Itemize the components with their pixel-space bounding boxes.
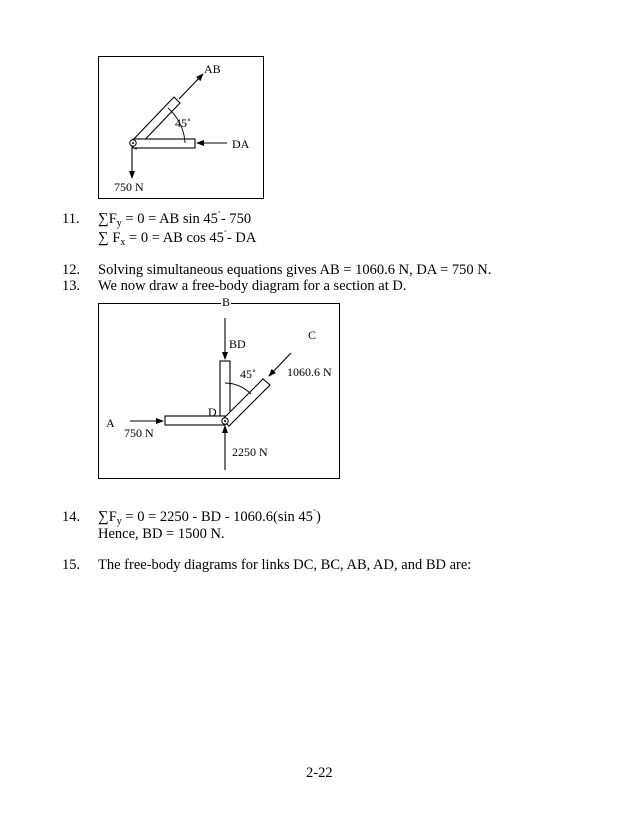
step-11-equation-1 [98,212,251,227]
step-14-equation [98,510,321,525]
step-12-number: 12. [62,262,81,278]
load-label: 750 N [114,180,144,194]
step-11-equation-2 [98,231,256,246]
eq2-deg: ˚ [223,229,227,239]
eq1-lhs: F [108,211,117,227]
step-14-number: 14. [62,509,81,525]
force-ab-arrow [179,74,203,99]
step-15-number: 15. [62,557,81,573]
eq-rhs-b: ) [315,509,321,525]
eq1-deg: ˚ [217,210,221,220]
eq2-rhs-b: - DA [226,230,257,246]
bd-label: BD [229,337,246,351]
step-15-text: The free-body diagrams for links DC, BC, AB, AD, and BD are: [98,557,472,573]
eq2-rhs-a: = 0 = AB cos 45 [129,230,224,246]
eq2-lhs: F [112,230,121,246]
force-a-label: 750 N [124,426,154,440]
step-11-number: 11. [62,211,80,227]
eq1-sub: y [116,218,122,229]
figure-2-drawing [99,304,341,480]
eq2-sub: x [120,237,126,248]
figure-1-free-body-diagram [98,56,264,199]
c-label: C [308,328,317,342]
eq-rhs-a: = 0 = 2250 - BD - 1060.6(sin 45 [125,509,313,525]
eq-deg: ˚ [312,508,316,518]
eq-sub: y [116,516,122,527]
angle-label: 45˚ [175,116,191,130]
step-14-result: Hence, BD = 1500 N. [98,526,225,542]
sigma-symbol: ∑ [98,230,109,246]
step-13-text: We now draw a free-body diagram for a section at D. [98,278,407,294]
d-label: D [208,405,217,419]
angle-label: 45˚ [240,367,256,381]
eq1-rhs-a: = 0 = AB sin 45 [125,211,218,227]
eq-lhs: F [108,509,117,525]
member-da [133,139,195,148]
b-label: B [222,295,231,309]
sigma-symbol: ∑ [98,509,109,525]
figure-2-free-body-diagram [98,295,340,479]
step-12-text: Solving simultaneous equations gives AB = 1060.6 N, DA = 750 N. [98,262,492,278]
ab-label: AB [204,62,221,76]
step-13-number: 13. [62,278,81,294]
page-number: 2-22 [306,765,333,781]
force-c-label: 1060.6 N [287,365,332,379]
eq1-rhs-b: - 750 [220,211,252,227]
sigma-symbol: ∑ [98,211,109,227]
a-label: A [106,416,115,430]
da-label: DA [232,137,250,151]
force-up-label: 2250 N [232,445,268,459]
